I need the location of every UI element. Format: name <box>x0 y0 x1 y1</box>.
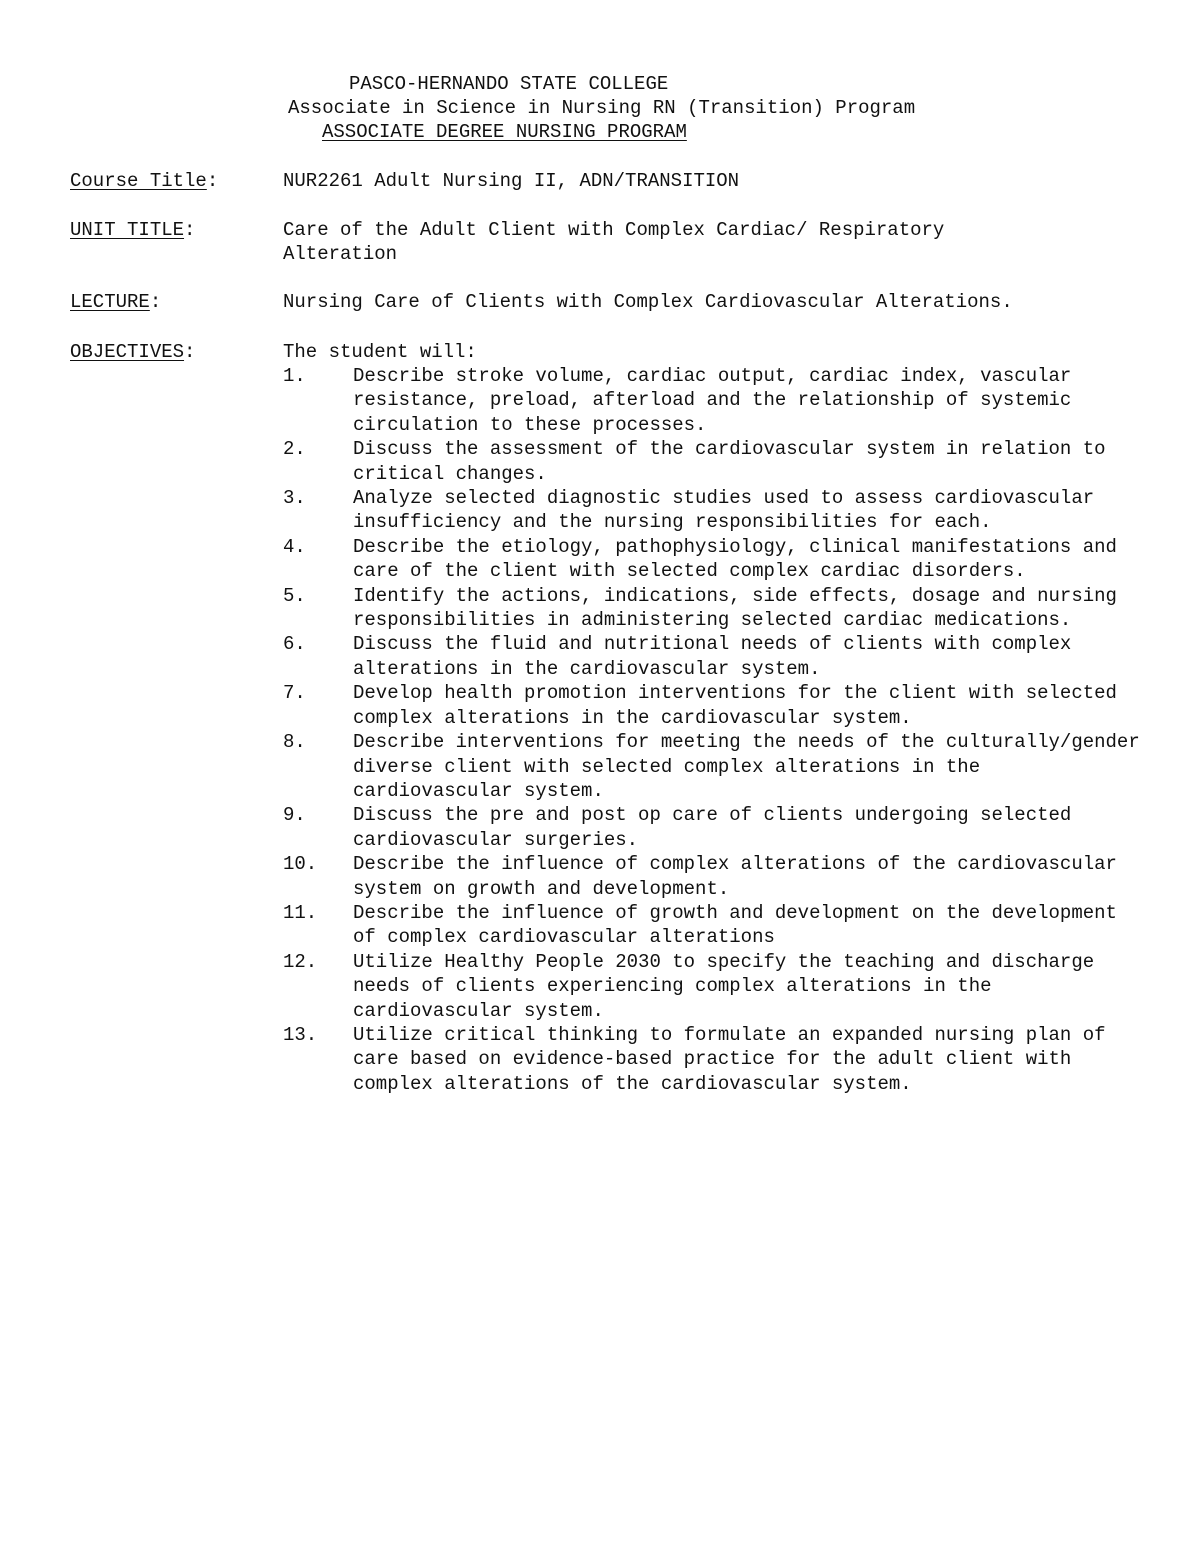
unit-title-label: UNIT TITLE: <box>70 219 196 241</box>
objective-item: 2. Discuss the assessment of the cardiovascular system in relation to critical changes. <box>283 438 1106 485</box>
objective-item: 5. Identify the actions, indications, side effects, dosage and nursing responsibilities in administering selected cardiac medications. <box>283 584 1117 632</box>
objective-item: 4. Describe the etiology, pathophysiology, clinical manifestations and care of the client with selected complex cardiac disorders. <box>283 535 1117 583</box>
objective-item: 11. Describe the influence of growth and development on the development of complex cardiovascular alterations <box>283 901 1117 949</box>
objective-item: 3. Analyze selected diagnostic studies used to assess cardiovascular insufficiency and the nursing responsibilities for each. <box>283 487 1095 534</box>
objective-item: 8. Describe interventions for meeting the needs of the culturally/gender diverse client with selected complex alterations in the cardiovascular system. <box>283 731 1140 802</box>
objective-item: 13. Utilize critical thinking to formulate an expanded nursing plan of care based on evidence-based practice for the adult client with complex alterations of the cardiovascular system. <box>283 1023 1106 1095</box>
objective-item: 12. Utilize Healthy People 2030 to specify the teaching and discharge needs of clients experiencing complex alterations in the cardiovascular system. <box>283 950 1095 1022</box>
objective-item: 1. Describe stroke volume, cardiac output, cardiac index, vascular resistance, preload, afterload and the relationship of systemic circulation to these processes. <box>283 365 1072 436</box>
objective-item: 7. Develop health promotion interventions for the client with selected complex alterations in the cardiovascular system. <box>283 682 1117 729</box>
objectives-label: OBJECTIVES: <box>70 341 196 363</box>
objectives-list <box>283 364 1143 1096</box>
objective-item: 6. Discuss the fluid and nutritional needs of clients with complex alterations in the cardiovascular system. <box>283 633 1072 680</box>
course-title-label: Course Title: <box>70 170 219 192</box>
objectives-intro: The student will: <box>283 341 477 363</box>
program-name: Associate in Science in Nursing RN (Transition) Program <box>288 97 916 119</box>
unit-title-value: Care of the Adult Client with Complex Cardiac/ Respiratory Alteration <box>283 219 945 265</box>
college-name: PASCO-HERNANDO STATE COLLEGE <box>349 73 669 95</box>
objective-item: 9. Discuss the pre and post op care of clients undergoing selected cardiovascular surgeries. <box>283 804 1072 851</box>
course-title-value: NUR2261 Adult Nursing II, ADN/TRANSITION <box>283 170 740 192</box>
degree-title: ASSOCIATE DEGREE NURSING PROGRAM <box>322 121 687 143</box>
lecture-label: LECTURE: <box>70 291 162 313</box>
objective-item: 10. Describe the influence of complex alterations of the cardiovascular system on growth and development. <box>283 853 1117 900</box>
lecture-value: Nursing Care of Clients with Complex Cardiovascular Alterations. <box>283 291 1013 313</box>
